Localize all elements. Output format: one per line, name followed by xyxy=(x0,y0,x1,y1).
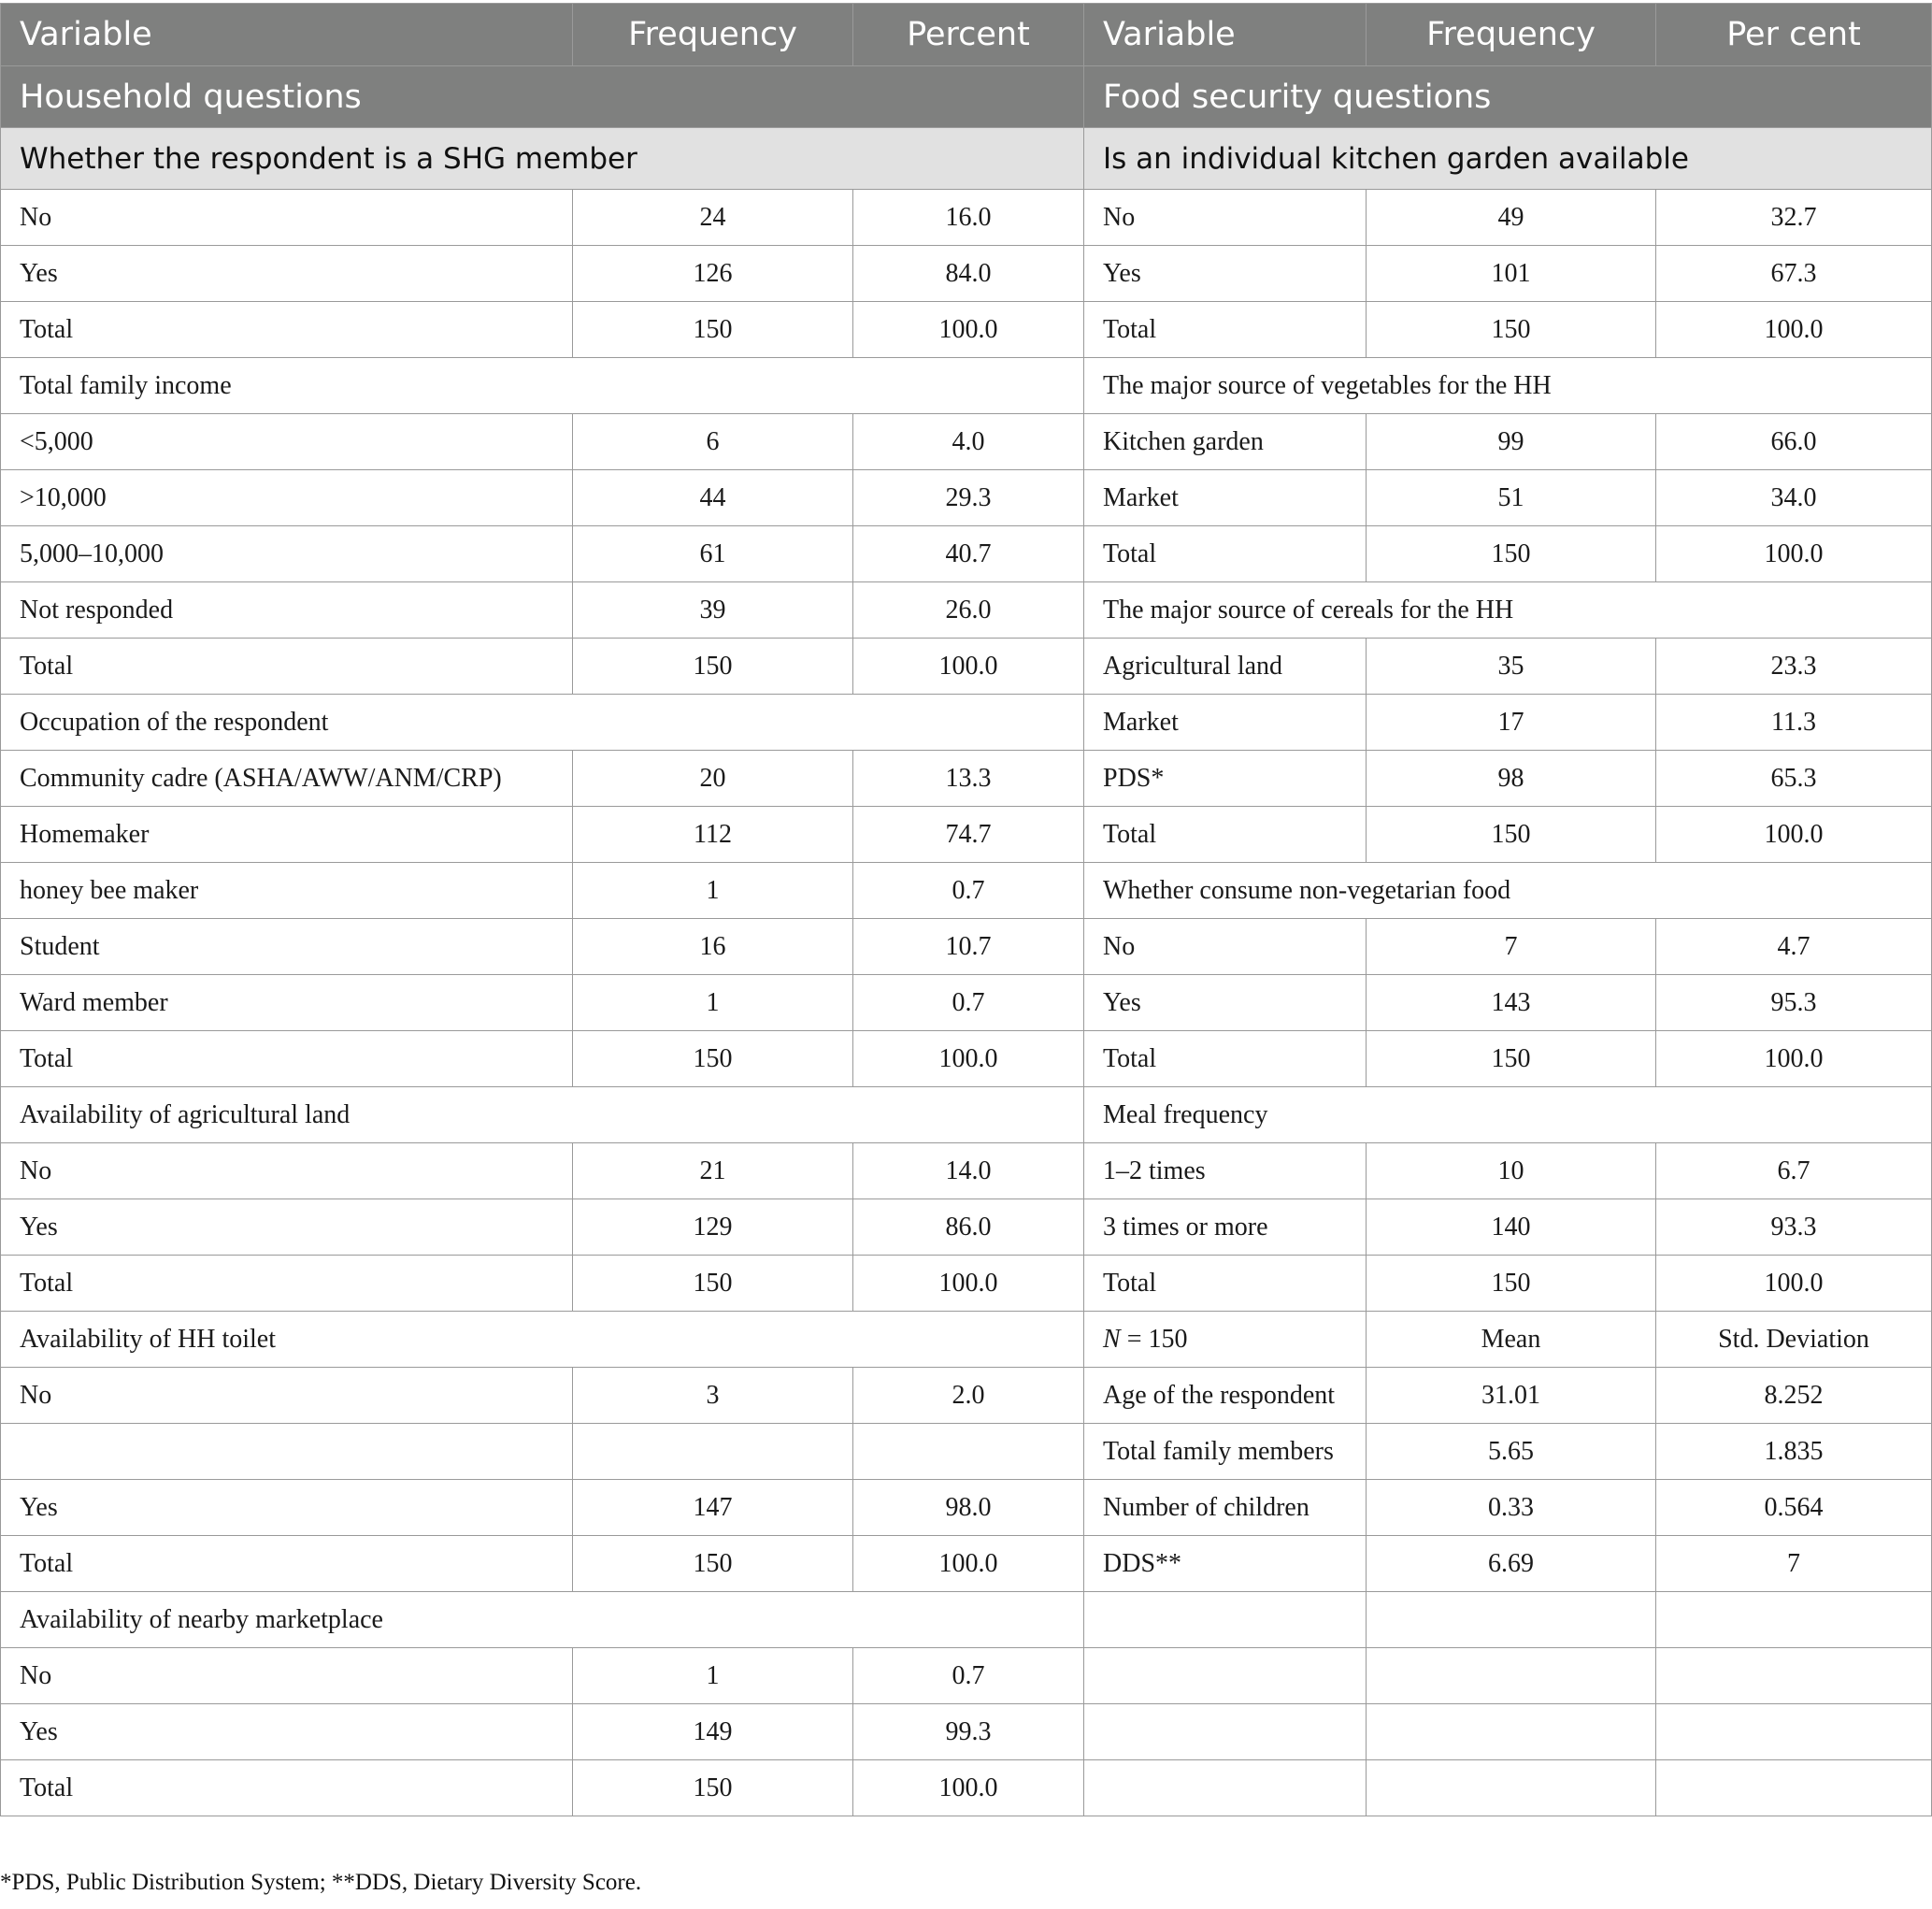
right-variable-cell: 3 times or more xyxy=(1084,1199,1367,1256)
left-variable-cell: Yes xyxy=(1,1480,573,1536)
right-percent-cell: 1.835 xyxy=(1656,1424,1932,1480)
left-frequency-cell: 150 xyxy=(573,1760,853,1816)
left-variable-cell: Community cadre (ASHA/AWW/ANM/CRP) xyxy=(1,751,573,807)
right-percent-cell xyxy=(1656,1760,1932,1816)
left-percent-cell: 100.0 xyxy=(853,1256,1084,1312)
left-frequency-cell: 16 xyxy=(573,919,853,975)
left-group-label: Availability of HH toilet xyxy=(1,1312,1084,1368)
right-percent-cell: 11.3 xyxy=(1656,695,1932,751)
table-row xyxy=(1,751,1932,807)
table-row xyxy=(1,414,1932,470)
right-frequency-cell: 150 xyxy=(1367,1031,1656,1087)
table-row xyxy=(1,639,1932,695)
left-frequency-cell: 1 xyxy=(573,863,853,919)
left-variable-cell: Total xyxy=(1,1031,573,1087)
right-frequency-cell: 51 xyxy=(1367,470,1656,526)
right-variable-cell xyxy=(1084,1704,1367,1760)
left-group-label: Availability of agricultural land xyxy=(1,1087,1084,1143)
right-variable-cell: N = 150 xyxy=(1084,1312,1367,1368)
header-percent-right: Per cent xyxy=(1656,4,1932,66)
right-percent-cell: 95.3 xyxy=(1656,975,1932,1031)
right-variable-cell: Total xyxy=(1084,302,1367,358)
left-frequency-cell: 126 xyxy=(573,246,853,302)
left-variable-cell: Total xyxy=(1,1256,573,1312)
right-variable-cell: Total family members xyxy=(1084,1424,1367,1480)
right-variable-cell: Age of the respondent xyxy=(1084,1368,1367,1424)
left-frequency-cell xyxy=(573,1424,853,1480)
left-variable-cell: <5,000 xyxy=(1,414,573,470)
table-row xyxy=(1,302,1932,358)
table-row xyxy=(1,975,1932,1031)
right-variable-cell: Total xyxy=(1084,526,1367,582)
left-frequency-cell: 150 xyxy=(573,302,853,358)
left-percent-cell: 2.0 xyxy=(853,1368,1084,1424)
left-percent-cell: 99.3 xyxy=(853,1704,1084,1760)
right-variable-cell: Total xyxy=(1084,1256,1367,1312)
left-percent-cell: 14.0 xyxy=(853,1143,1084,1199)
header-frequency-right: Frequency xyxy=(1367,4,1656,66)
left-variable-cell: Total xyxy=(1,639,573,695)
right-percent-cell xyxy=(1656,1704,1932,1760)
right-variable-cell: Market xyxy=(1084,695,1367,751)
right-variable-cell: Total xyxy=(1084,1031,1367,1087)
left-percent-cell: 86.0 xyxy=(853,1199,1084,1256)
right-frequency-cell: 150 xyxy=(1367,1256,1656,1312)
table-row xyxy=(1,807,1932,863)
right-frequency-cell: 143 xyxy=(1367,975,1656,1031)
right-frequency-cell: 150 xyxy=(1367,302,1656,358)
right-percent-cell: 34.0 xyxy=(1656,470,1932,526)
left-frequency-cell: 150 xyxy=(573,1536,853,1592)
left-percent-cell: 84.0 xyxy=(853,246,1084,302)
right-frequency-cell xyxy=(1367,1760,1656,1816)
table-row xyxy=(1,358,1932,414)
right-frequency-cell: 150 xyxy=(1367,807,1656,863)
table-row xyxy=(1,1592,1932,1648)
left-frequency-cell: 39 xyxy=(573,582,853,639)
right-frequency-cell: 150 xyxy=(1367,526,1656,582)
left-variable-cell: No xyxy=(1,1648,573,1704)
right-group-label: Meal frequency xyxy=(1084,1087,1932,1143)
table-row xyxy=(1,1199,1932,1256)
right-variable-cell: Yes xyxy=(1084,975,1367,1031)
right-frequency-cell: 99 xyxy=(1367,414,1656,470)
left-percent-cell: 0.7 xyxy=(853,1648,1084,1704)
right-variable-cell: Kitchen garden xyxy=(1084,414,1367,470)
left-frequency-cell: 147 xyxy=(573,1480,853,1536)
right-variable-cell: Total xyxy=(1084,807,1367,863)
left-percent-cell: 13.3 xyxy=(853,751,1084,807)
table-row xyxy=(1,526,1932,582)
table-row xyxy=(1,1704,1932,1760)
table-row xyxy=(1,1256,1932,1312)
right-percent-cell: 100.0 xyxy=(1656,302,1932,358)
right-percent-cell xyxy=(1656,1648,1932,1704)
left-frequency-cell: 20 xyxy=(573,751,853,807)
right-group-label: The major source of cereals for the HH xyxy=(1084,582,1932,639)
left-percent-cell: 0.7 xyxy=(853,975,1084,1031)
left-percent-cell: 74.7 xyxy=(853,807,1084,863)
subsection-header-row xyxy=(1,128,1932,190)
right-variable-cell: Agricultural land xyxy=(1084,639,1367,695)
right-frequency-cell: 7 xyxy=(1367,919,1656,975)
right-group-label: Whether consume non-vegetarian food xyxy=(1084,863,1932,919)
right-frequency-cell xyxy=(1367,1704,1656,1760)
table-row xyxy=(1,1368,1932,1424)
right-percent-cell: 66.0 xyxy=(1656,414,1932,470)
header-variable-left: Variable xyxy=(1,4,573,66)
right-frequency-cell: 0.33 xyxy=(1367,1480,1656,1536)
left-percent-cell: 100.0 xyxy=(853,1536,1084,1592)
left-variable-cell: Homemaker xyxy=(1,807,573,863)
right-percent-cell: 7 xyxy=(1656,1536,1932,1592)
table-row xyxy=(1,582,1932,639)
subsection-shg-member: Whether the respondent is a SHG member xyxy=(1,128,1084,190)
left-percent-cell: 0.7 xyxy=(853,863,1084,919)
right-frequency-cell: 35 xyxy=(1367,639,1656,695)
right-percent-cell: 100.0 xyxy=(1656,526,1932,582)
right-variable-cell: 1–2 times xyxy=(1084,1143,1367,1199)
left-percent-cell: 98.0 xyxy=(853,1480,1084,1536)
left-percent-cell: 16.0 xyxy=(853,190,1084,246)
left-percent-cell: 4.0 xyxy=(853,414,1084,470)
left-variable-cell: Ward member xyxy=(1,975,573,1031)
right-frequency-cell: 49 xyxy=(1367,190,1656,246)
left-frequency-cell: 24 xyxy=(573,190,853,246)
right-frequency-cell: 101 xyxy=(1367,246,1656,302)
section-header-row xyxy=(1,66,1932,128)
right-variable-cell: Number of children xyxy=(1084,1480,1367,1536)
left-percent-cell xyxy=(853,1424,1084,1480)
right-frequency-cell: 140 xyxy=(1367,1199,1656,1256)
left-frequency-cell: 129 xyxy=(573,1199,853,1256)
left-percent-cell: 100.0 xyxy=(853,639,1084,695)
table-row xyxy=(1,1087,1932,1143)
table-row xyxy=(1,695,1932,751)
table-row xyxy=(1,1424,1932,1480)
left-group-label: Occupation of the respondent xyxy=(1,695,1084,751)
right-percent-cell: 0.564 xyxy=(1656,1480,1932,1536)
left-variable-cell: No xyxy=(1,1368,573,1424)
right-frequency-cell: 10 xyxy=(1367,1143,1656,1199)
right-percent-cell: 65.3 xyxy=(1656,751,1932,807)
right-percent-cell xyxy=(1656,1592,1932,1648)
subsection-kitchen-garden: Is an individual kitchen garden available xyxy=(1084,128,1932,190)
right-percent-cell: Std. Deviation xyxy=(1656,1312,1932,1368)
left-variable-cell: Not responded xyxy=(1,582,573,639)
left-variable-cell: Total xyxy=(1,1536,573,1592)
left-variable-cell: Total xyxy=(1,302,573,358)
column-header-row xyxy=(1,4,1932,66)
left-variable-cell: 5,000–10,000 xyxy=(1,526,573,582)
right-percent-cell: 8.252 xyxy=(1656,1368,1932,1424)
left-variable-cell: Yes xyxy=(1,1199,573,1256)
section-food-security-questions: Food security questions xyxy=(1084,66,1932,128)
right-percent-cell: 100.0 xyxy=(1656,1031,1932,1087)
right-variable-cell: No xyxy=(1084,919,1367,975)
section-household-questions: Household questions xyxy=(1,66,1084,128)
left-variable-cell: No xyxy=(1,1143,573,1199)
left-frequency-cell: 149 xyxy=(573,1704,853,1760)
left-frequency-cell: 112 xyxy=(573,807,853,863)
left-frequency-cell: 150 xyxy=(573,1031,853,1087)
right-variable-cell xyxy=(1084,1592,1367,1648)
right-frequency-cell: 5.65 xyxy=(1367,1424,1656,1480)
table-row xyxy=(1,470,1932,526)
left-frequency-cell: 1 xyxy=(573,1648,853,1704)
left-frequency-cell: 1 xyxy=(573,975,853,1031)
left-group-label: Availability of nearby marketplace xyxy=(1,1592,1084,1648)
header-percent-left: Percent xyxy=(853,4,1084,66)
right-percent-cell: 23.3 xyxy=(1656,639,1932,695)
right-variable-cell: Market xyxy=(1084,470,1367,526)
descriptive-statistics-table xyxy=(0,3,1932,1816)
right-percent-cell: 100.0 xyxy=(1656,807,1932,863)
right-percent-cell: 6.7 xyxy=(1656,1143,1932,1199)
right-group-label: The major source of vegetables for the HH xyxy=(1084,358,1932,414)
left-variable-cell: >10,000 xyxy=(1,470,573,526)
table-row xyxy=(1,1648,1932,1704)
right-percent-cell: 4.7 xyxy=(1656,919,1932,975)
right-variable-cell: PDS* xyxy=(1084,751,1367,807)
right-frequency-cell: 6.69 xyxy=(1367,1536,1656,1592)
header-frequency-left: Frequency xyxy=(573,4,853,66)
table-row xyxy=(1,919,1932,975)
right-variable-cell xyxy=(1084,1760,1367,1816)
left-percent-cell: 40.7 xyxy=(853,526,1084,582)
table-row xyxy=(1,1480,1932,1536)
right-frequency-cell xyxy=(1367,1648,1656,1704)
right-frequency-cell xyxy=(1367,1592,1656,1648)
right-variable-cell xyxy=(1084,1648,1367,1704)
left-group-label: Total family income xyxy=(1,358,1084,414)
right-frequency-cell: 17 xyxy=(1367,695,1656,751)
table-row xyxy=(1,190,1932,246)
table-row xyxy=(1,863,1932,919)
table-row xyxy=(1,1312,1932,1368)
table-row xyxy=(1,1143,1932,1199)
right-frequency-cell: 98 xyxy=(1367,751,1656,807)
left-variable-cell: Yes xyxy=(1,1704,573,1760)
table-row xyxy=(1,1536,1932,1592)
right-frequency-cell: Mean xyxy=(1367,1312,1656,1368)
left-frequency-cell: 21 xyxy=(573,1143,853,1199)
left-variable-cell: Total xyxy=(1,1760,573,1816)
left-percent-cell: 100.0 xyxy=(853,1760,1084,1816)
table-row xyxy=(1,246,1932,302)
left-variable-cell xyxy=(1,1424,573,1480)
left-variable-cell: Student xyxy=(1,919,573,975)
left-percent-cell: 26.0 xyxy=(853,582,1084,639)
table-row xyxy=(1,1760,1932,1816)
left-percent-cell: 100.0 xyxy=(853,1031,1084,1087)
right-percent-cell: 32.7 xyxy=(1656,190,1932,246)
left-percent-cell: 100.0 xyxy=(853,302,1084,358)
right-percent-cell: 93.3 xyxy=(1656,1199,1932,1256)
left-variable-cell: Yes xyxy=(1,246,573,302)
left-frequency-cell: 3 xyxy=(573,1368,853,1424)
right-percent-cell: 100.0 xyxy=(1656,1256,1932,1312)
left-frequency-cell: 150 xyxy=(573,1256,853,1312)
right-percent-cell: 67.3 xyxy=(1656,246,1932,302)
table-row xyxy=(1,1031,1932,1087)
right-variable-cell: No xyxy=(1084,190,1367,246)
left-frequency-cell: 61 xyxy=(573,526,853,582)
table-footnote: *PDS, Public Distribution System; **DDS, Dietary Diversity Score. xyxy=(0,1870,642,1895)
right-frequency-cell: 31.01 xyxy=(1367,1368,1656,1424)
left-variable-cell: No xyxy=(1,190,573,246)
left-frequency-cell: 6 xyxy=(573,414,853,470)
left-variable-cell: honey bee maker xyxy=(1,863,573,919)
right-variable-cell: Yes xyxy=(1084,246,1367,302)
left-frequency-cell: 44 xyxy=(573,470,853,526)
left-percent-cell: 29.3 xyxy=(853,470,1084,526)
header-variable-right: Variable xyxy=(1084,4,1367,66)
right-variable-cell: DDS** xyxy=(1084,1536,1367,1592)
left-percent-cell: 10.7 xyxy=(853,919,1084,975)
left-frequency-cell: 150 xyxy=(573,639,853,695)
